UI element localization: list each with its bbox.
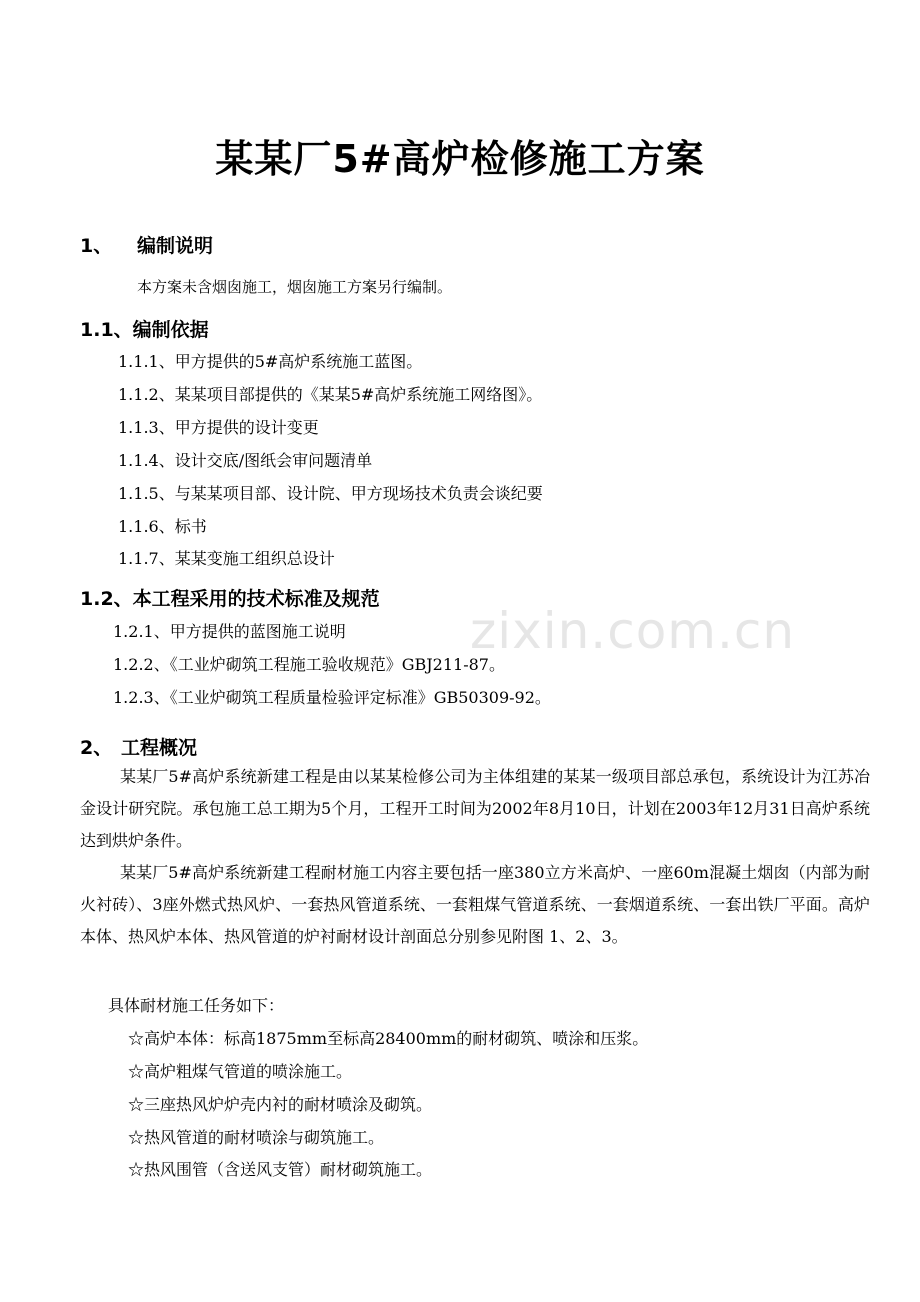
list-item: 1.1.2、某某项目部提供的《某某5#高炉系统施工网络图》。 <box>118 385 543 404</box>
list-item: 1.1.6、标书 <box>118 517 207 536</box>
list-item: 1.2.1、甲方提供的蓝图施工说明 <box>113 622 346 641</box>
overview-paragraph-1: 某某厂5#高炉系统新建工程是由以某某检修公司为主体组建的某某一级项目部总承包，系统设计为江苏冶金设计研究院。承包施工总工期为5个月，工程开工时间为2002年8月10日，计划在2003年12月31日高炉系统达到烘炉条件。 <box>80 767 870 850</box>
task-item: ☆高炉粗煤气管道的喷涂施工。 <box>128 1062 353 1081</box>
task-item: ☆热风管道的耐材喷涂与砌筑施工。 <box>128 1128 385 1147</box>
list-item: 1.1.4、设计交底/图纸会审问题清单 <box>118 451 373 470</box>
list-item: 1.2.3、《工业炉砌筑工程质量检验评定标准》GB50309-92。 <box>113 688 551 707</box>
section-1-note: 本方案未含烟囱施工，烟囱施工方案另行编制。 <box>137 278 453 296</box>
document-title: 某某厂5#高炉检修施工方案 <box>215 137 705 181</box>
overview-paragraph-2: 某某厂5#高炉系统新建工程耐材施工内容主要包括一座380立方米高炉、一座60m混凝土烟囱（内部为耐火衬砖）、3座外燃式热风炉、一套热风管道系统、一套粗煤气管道系统、一套烟道系统、一套出铁厂平面。高炉本体、热风炉本体、热风管道的炉衬耐材设计剖面总分别参见附图 1、2、3。 <box>80 863 870 946</box>
list-item: 1.1.5、与某某项目部、设计院、甲方现场技术负责会谈纪要 <box>118 484 543 503</box>
section-2-number: 2、 <box>80 737 113 759</box>
list-item: 1.2.2、《工业炉砌筑工程施工验收规范》GBJ211-87。 <box>113 655 505 674</box>
section-2-heading: 工程概况 <box>121 737 198 759</box>
section-1-number: 1、 <box>80 235 113 257</box>
section-1-1-heading: 1.1、编制依据 <box>80 319 209 341</box>
task-item: ☆热风围管（含送风支管）耐材砌筑施工。 <box>128 1160 433 1179</box>
section-1-2-heading: 1.2、本工程采用的技术标准及规范 <box>80 588 380 610</box>
list-item: 1.1.1、甲方提供的5#高炉系统施工蓝图。 <box>118 352 423 371</box>
watermark: zixin.com.cn <box>470 602 796 660</box>
list-item: 1.1.3、甲方提供的设计变更 <box>118 418 319 437</box>
list-item: 1.1.7、某某变施工组织总设计 <box>118 549 335 568</box>
task-item: ☆三座热风炉炉壳内衬的耐材喷涂及砌筑。 <box>128 1095 433 1114</box>
tasks-intro: 具体耐材施工任务如下： <box>108 996 285 1015</box>
task-item: ☆高炉本体：标高1875mm至标高28400mm的耐材砌筑、喷涂和压浆。 <box>128 1029 649 1048</box>
section-1-heading: 编制说明 <box>137 235 214 257</box>
